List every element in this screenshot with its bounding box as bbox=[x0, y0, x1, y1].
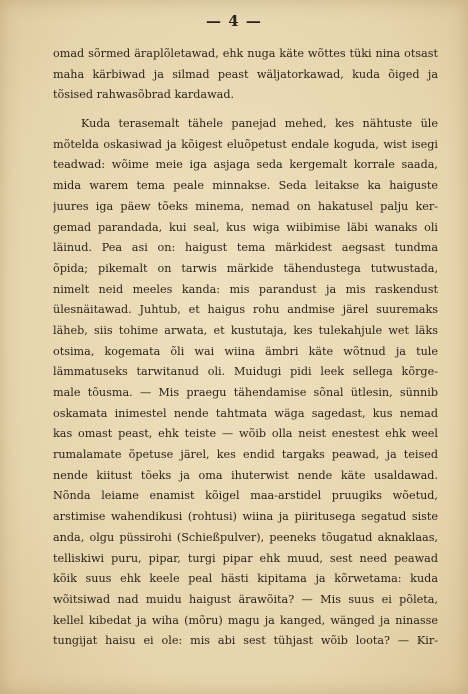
text-line: läheb, siis tohime arwata, et kustutaja, kes tulekahjule wet läks bbox=[53, 323, 438, 337]
text-line: Kuda terasemalt tähele panejad mehed, kes nähtuste üle bbox=[81, 117, 438, 131]
text-line: mõtelda oskasiwad ja kõigest eluõpetust endale koguda, wist isegi bbox=[53, 137, 438, 151]
text-line: juures iga päew tõeks minema, nemad on hakatusel palju ker- bbox=[53, 199, 438, 213]
text-line: tõsised rahwasõbrad kardawad. bbox=[53, 88, 235, 102]
text-line: lämmatuseks tarwitanud oli. Muidugi pidi leek sellega kõrge- bbox=[53, 365, 438, 379]
text-line: ülesnäitawad. Juhtub, et haigus rohu andmise järel suuremaks bbox=[53, 303, 438, 317]
text-line: kõik suus ehk keele peal hästi kipitama ja kõrwetama: kuda bbox=[53, 572, 438, 586]
text-line: arstimise wahendikusi (rohtusi) wiina ja piiritusega segatud siste bbox=[53, 510, 438, 524]
text-line: omad sõrmed äraplõletawad, ehk nuga käte wõttes tüki nina otsast bbox=[53, 47, 438, 60]
text-line: kellel kibedat ja wiha (mõru) magu ja kanged, wänged ja ninasse bbox=[53, 613, 438, 627]
text-line: wõitsiwad nad muidu haigust ärawõita? — Mis suus ei põleta, bbox=[53, 592, 438, 606]
text-line: mida warem tema peale minnakse. Seda leitakse ka haiguste bbox=[53, 179, 438, 193]
text-line: Nõnda leiame enamist kõigel maa-arstidel pruugiks wõetud, bbox=[53, 489, 438, 503]
text-line: nende kiitust tõeks ja oma ihuterwist nende käte usaldawad. bbox=[53, 468, 438, 482]
text-line: male tõusma. — Mis praegu tähendamise sõnal ütlesin, sünnib bbox=[53, 386, 438, 399]
text-line: anda, olgu püssirohi (Schießpulver), peeneks tõugatud aknaklaas, bbox=[53, 530, 438, 544]
page-number: — 4 — bbox=[206, 12, 262, 30]
text-line: gemad parandada, kui seal, kus wiga wiibimise läbi wanaks oli bbox=[53, 220, 438, 234]
text-line: maha kärbiwad ja silmad peast wäljatorkawad, kuda õiged ja bbox=[53, 67, 438, 81]
text-line: oskamata inimestel nende tahtmata wäga sagedast, kus nemad bbox=[53, 406, 438, 420]
text-line: telliskiwi puru, pipar, turgi pipar ehk muud, sest need peawad bbox=[53, 551, 438, 565]
body-text bbox=[53, 44, 438, 652]
text-line: tungijat haisu ei ole: mis abi sest tühjast wõib loota? — Kir- bbox=[53, 634, 438, 648]
text-line: läinud. Pea asi on: haigust tema märkidest aegsast tundma bbox=[53, 241, 438, 255]
text-line: rumalamate õpetuse järel, kes endid targaks peawad, ja teised bbox=[53, 448, 438, 462]
paragraph-gap bbox=[53, 106, 438, 114]
text-line: otsima, kogemata õli wai wiina ämbri käte wõtnud ja tule bbox=[53, 344, 438, 358]
text-line: kas omast peast, ehk teiste — wõib olla neist enestest ehk weel bbox=[53, 427, 438, 441]
text-line: nimelt neid meeles kanda: mis parandust ja mis raskendust bbox=[53, 282, 438, 296]
text-line: teadwad: wõime meie iga asjaga seda kergemalt korrale saada, bbox=[53, 158, 438, 172]
text-line: õpida; pikemalt on tarwis märkide tähendustega tutwustada, bbox=[53, 261, 438, 275]
